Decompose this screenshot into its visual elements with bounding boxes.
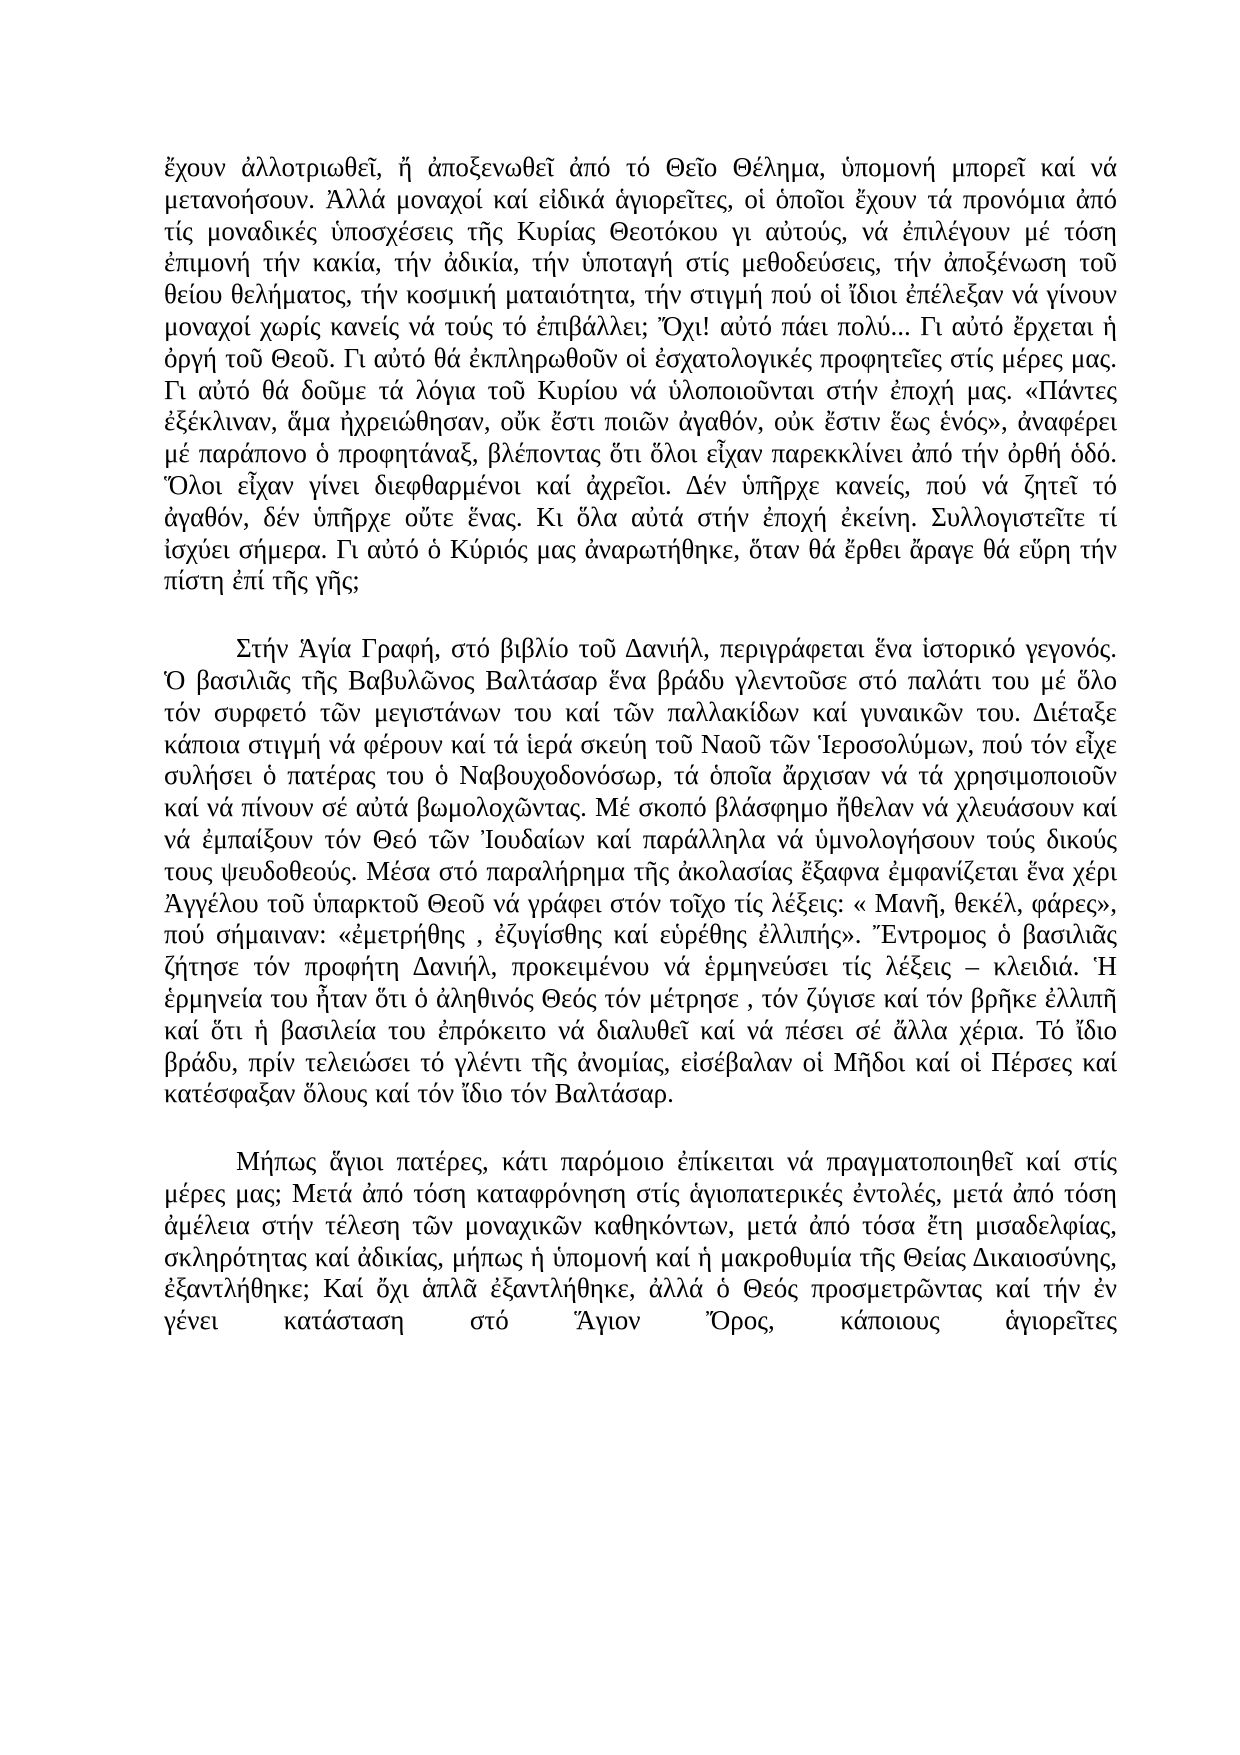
paragraph-3: Μήπως ἅγιοι πατέρες, κάτι παρόμοιο ἐπίκειται νά πραγματοποιηθεῖ καί στίς μέρες μας; Μετά ἀπό τόση καταφρόνηση στίς ἁγιοπατερικές ἐντολές, μετά ἀπό τόση ἀμέλεια στήν τέλεση τῶν μοναχικῶν καθηκόντων, μετά ἀπό τόσα ἔτη μισαδελφίας, σκληρότητας καί ἀδικίας, μήπως ἡ ὑπομονή καί ἡ μακροθυμία τῆς Θείας Δικαιοσύνης, ἐξαντλήθηκε; Καί ὄχι ἁπλᾶ ἐξαντλήθηκε, ἀλλά ὁ Θεός προσμετρῶντας καί τήν ἐν γένει κατάσταση στό Ἅγιον Ὄρος, κάποιους ἁγιορεῖτες: [164, 1146, 1117, 1336]
paragraph-1: ἔχουν ἀλλοτριωθεῖ, ἤ ἀποξενωθεῖ ἀπό τό Θεῖο Θέλημα, ὑπομονή μπορεῖ καί νά μετανοήσουν. Ἀλλά μοναχοί καί εἰδικά ἁγιορεῖτες, οἱ ὁποῖοι ἔχουν τά προνόμια ἀπό τίς μοναδικές ὑποσχέσεις τῆς Κυρίας Θεοτόκου γι αὐτούς, νά ἐπιλέγουν μέ τόση ἐπιμονή τήν κακία, τήν ἀδικία, τήν ὑποταγή στίς μεθοδεύσεις, τήν ἀποξένωση τοῦ θείου θελήματος, τήν κοσμική ματαιότητα, τήν στιγμή πού οἱ ἴδιοι ἐπέλεξαν νά γίνουν μοναχοί χωρίς κανείς νά τούς τό ἐπιβάλλει; Ὄχι! αὐτό πάει πολύ... Γι αὐτό ἔρχεται ἡ ὀργή τοῦ Θεοῦ. Γι αὐτό θά ἐκπληρωθοῦν οἱ ἐσχατολογικές προφητεῖες στίς μέρες μας. Γι αὐτό θά δοῦμε τά λόγια τοῦ Κυρίου νά ὑλοποιοῦνται στήν ἐποχή μας. «Πάντες ἐξέκλιναν, ἅμα ἠχρειώθησαν, οὔκ ἔστι ποιῶν ἀγαθόν, οὐκ ἔστιν ἕως ἑνός», ἀναφέρει μέ παράπονο ὁ προφητάναξ, βλέποντας ὅτι ὅλοι εἶχαν παρεκκλίνει ἀπό τήν ὀρθή ὁδό. Ὅλοι εἶχαν γίνει διεφθαρμένοι καί ἀχρεῖοι. Δέν ὑπῆρχε κανείς, πού νά ζητεῖ τό ἀγαθόν, δέν ὑπῆρχε οὔτε ἕνας. Κι ὅλα αὐτά στήν ἐποχή ἐκείνη. Συλλογιστεῖτε τί ἰσχύει σήμερα. Γι αὐτό ὁ Κύριός μας ἀναρωτήθηκε, ὅταν θά ἔρθει ἄραγε θά εὕρη τήν πίστη ἐπί τῆς γῆς;: [164, 152, 1117, 596]
paragraph-2: Στήν Ἁγία Γραφή, στό βιβλίο τοῦ Δανιήλ, περιγράφεται ἕνα ἱστορικό γεγονός. Ὁ βασιλιᾶς τῆς Βαβυλῶνος Βαλτάσαρ ἕνα βράδυ γλεντοῦσε στό παλάτι του μέ ὅλο τόν συρφετό τῶν μεγιστάνων του καί τῶν παλλακίδων καί γυναικῶν του. Διέταξε κάποια στιγμή νά φέρουν καί τά ἱερά σκεύη τοῦ Ναοῦ τῶν Ἱεροσολύμων, πού τόν εἶχε συλήσει ὁ πατέρας του ὁ Ναβουχοδονόσωρ, τά ὁποῖα ἄρχισαν νά τά χρησιμοποιοῦν καί νά πίνουν σέ αὐτά βωμολοχῶντας. Μέ σκοπό βλάσφημο ἤθελαν νά χλευάσουν καί νά ἐμπαίξουν τόν Θεό τῶν Ἰουδαίων καί παράλληλα νά ὑμνολογήσουν τούς δικούς τους ψευδοθεούς. Μέσα στό παραλήρημα τῆς ἀκολασίας ἔξαφνα ἐμφανίζεται ἕνα χέρι Ἀγγέλου τοῦ ὑπαρκτοῦ Θεοῦ νά γράφει στόν τοῖχο τίς λέξεις: « Μανῆ, θεκέλ, φάρες», πού σήμαιναν: «ἐμετρήθης , ἐζυγίσθης καί εὑρέθης ἐλλιπής». Ἔντρομος ὁ βασιλιᾶς ζήτησε τόν προφήτη Δανιήλ, προκειμένου νά ἑρμηνεύσει τίς λέξεις – κλειδιά. Ἡ ἑρμηνεία του ἦταν ὅτι ὁ ἀληθινός Θεός τόν μέτρησε , τόν ζύγισε καί τόν βρῆκε ἐλλιπῆ καί ὅτι ἡ βασιλεία του ἐπρόκειτο νά διαλυθεῖ καί νά πέσει σέ ἄλλα χέρια. Τό ἴδιο βράδυ, πρίν τελειώσει τό γλέντι τῆς ἀνομίας, εἰσέβαλαν οἱ Μῆδοι καί οἱ Πέρσες καί κατέσφαξαν ὅλους καί τόν ἴδιο τόν Βαλτάσαρ.: [164, 633, 1117, 1109]
